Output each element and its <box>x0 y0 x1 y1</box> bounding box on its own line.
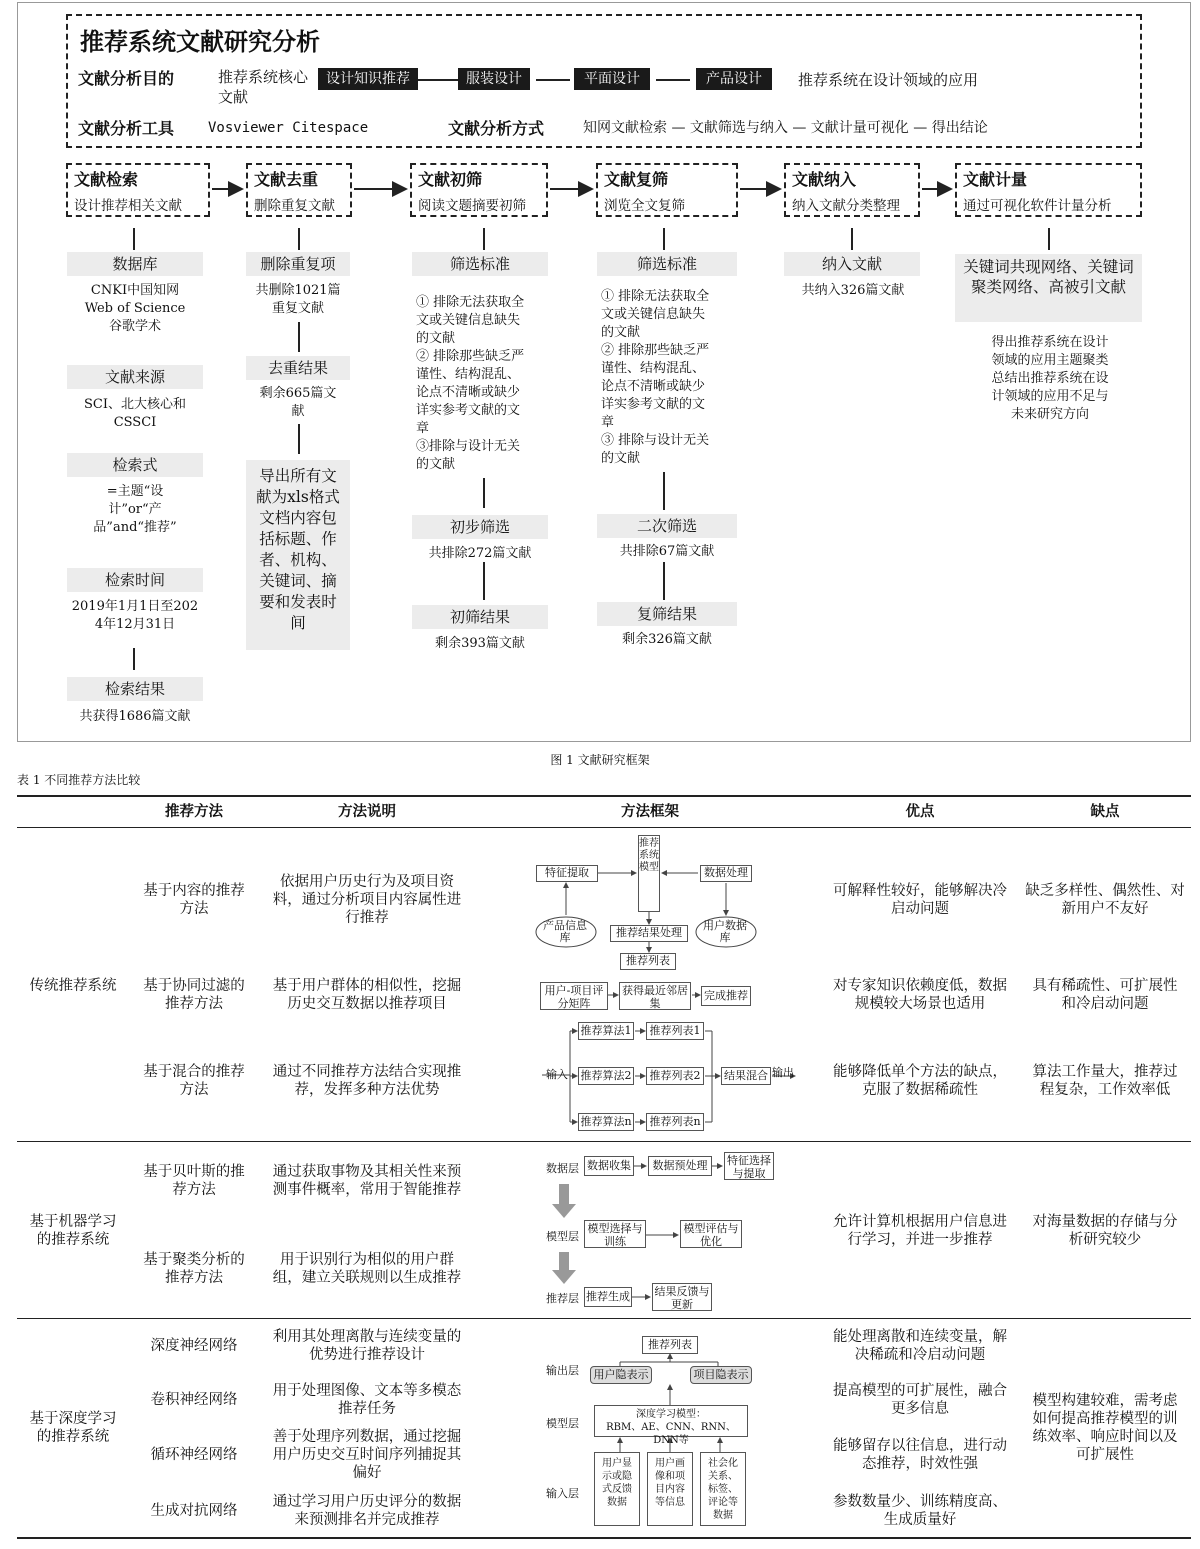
export-note: 导出所有文献为xls格式文档内容包括标题、作者、机构、关键词、摘要和发表时间 <box>246 460 350 650</box>
chain-2: 服装设计 <box>458 68 530 90</box>
table-row-pro: 提高模型的可扩展性，融合 更多信息 <box>833 1383 1007 1417</box>
table-row-method: 基于混合的推荐 方法 <box>143 1064 245 1098</box>
ml-pro: 允许计算机根据用户信息进 行学习，并进一步推荐 <box>833 1214 1007 1248</box>
th-framework: 方法框架 <box>621 803 679 820</box>
second-result-value: 剩余326篇文献 <box>622 632 712 647</box>
step-desc: 通过可视化软件计量分析 <box>963 198 1112 214</box>
crit1-value: ① 排除无法获取全 文或关键信息缺失 的文献 ② 排除那些缺乏严 谨性、结构混乱、 论点不清晰或缺少 详实参考文献的文 章 ③排除与设计无关 的文献 <box>416 295 525 472</box>
group-ml: 基于机器学习 的推荐系统 <box>29 1214 117 1248</box>
table-row-desc: 善于处理序列数据，通过挖掘 用户历史交互时间序列捕捉其 偏好 <box>272 1429 462 1481</box>
preprocess-box: 数据预处理 <box>648 1156 712 1176</box>
purpose-source: 推荐系统核心文献 <box>218 68 309 106</box>
table-row-pro: 可解释性较好，能够解决冷 启动问题 <box>833 883 1007 917</box>
src-value: SCI、北大核心和 CSSCI <box>84 397 186 430</box>
alg2-box: 推荐算法2 <box>578 1067 634 1085</box>
step-title: 文献检索 <box>74 170 139 189</box>
table-row-desc: 通过获取事物及其相关性来预 测事件概率，常用于智能推荐 <box>272 1164 462 1198</box>
feature-box: 特征选择与提取 <box>724 1152 774 1180</box>
crit2-value: ① 排除无法获取全 文或关键信息缺失 的文献 ② 排除那些缺乏严 谨性、结构混乱、 论点不清晰或缺少 详实参考文献的文 章 ③ 排除与设计无关 的文献 <box>601 289 710 466</box>
item-hidden-box: 项目隐表示 <box>690 1366 752 1384</box>
step-title: 文献复筛 <box>604 170 669 189</box>
table-row-method: 卷积神经网络 <box>150 1392 238 1408</box>
step-title: 文献纳入 <box>792 170 857 189</box>
chain-3: 平面设计 <box>574 68 650 90</box>
db-value: CNKI中国知网 Web of Science 谷歌学术 <box>84 283 186 334</box>
table-row-desc: 基于用户群体的相似性，挖掘 历史交互数据以推荐项目 <box>272 978 462 1012</box>
list1-box: 推荐列表1 <box>646 1022 704 1040</box>
time-value: 2019年1月1日至202 4年12月31日 <box>71 599 199 632</box>
algn-box: 推荐算法n <box>578 1113 634 1131</box>
model-box: 推荐系统模型 <box>638 835 660 912</box>
model-layer2-label: 模型层 <box>546 1417 579 1430</box>
group-dl: 基于深度学习 的推荐系统 <box>29 1411 117 1445</box>
table-row-pro: 能够降低单个方法的缺点， 克服了数据稀疏性 <box>833 1064 1007 1098</box>
src-label: 文献来源 <box>67 365 203 389</box>
data-layer-label: 数据层 <box>546 1162 579 1175</box>
method-value: 知网文献检索 — 文献筛选与纳入 — 文献计量可视化 — 得出结论 <box>583 120 988 136</box>
chain-1: 设计知识推荐 <box>318 68 418 90</box>
table-row-method: 基于协同过滤的 推荐方法 <box>143 978 245 1012</box>
output-label: 输出 <box>772 1066 794 1079</box>
figure-caption: 图 1 文献研究框架 <box>550 753 650 767</box>
user-db: 用户数据库 <box>703 919 747 944</box>
dup-value: 共删除1021篇 重复文献 <box>255 283 341 316</box>
second-result-label: 复筛结果 <box>597 602 737 626</box>
table-caption: 表 1 不同推荐方法比较 <box>17 773 141 787</box>
select-box: 模型选择与训练 <box>584 1220 646 1248</box>
alg1-box: 推荐算法1 <box>578 1022 634 1040</box>
table-row-con: 缺乏多样性、偶然性、对 新用户不友好 <box>1025 883 1185 917</box>
out-layer-label: 输出层 <box>546 1364 579 1377</box>
input-label: 输入 <box>546 1068 568 1081</box>
matrix-box: 用户-项目评分矩阵 <box>540 982 608 1010</box>
step-desc: 浏览全文复筛 <box>604 198 685 214</box>
th-desc: 方法说明 <box>338 803 396 820</box>
result-label: 检索结果 <box>67 677 203 701</box>
step-desc: 阅读文题摘要初筛 <box>418 198 526 214</box>
step-title: 文献初筛 <box>418 170 483 189</box>
table-row-method: 基于聚类分析的 推荐方法 <box>143 1252 245 1286</box>
collect-box: 数据收集 <box>584 1156 634 1176</box>
table-row-pro: 能够留存以往信息，进行动 态推荐，时效性强 <box>833 1438 1007 1472</box>
input3-box: 社会化关系、标签、评论等数据 <box>700 1452 746 1526</box>
time-label: 检索时间 <box>67 568 203 592</box>
tools-value: Vosviewer Citespace <box>208 120 369 136</box>
dedupe-result-value: 剩余665篇文 献 <box>259 386 337 419</box>
ml-con: 对海量数据的存储与分 析研究较少 <box>1032 1214 1178 1248</box>
table-row-method: 基于内容的推荐 方法 <box>143 883 245 917</box>
table-row-desc: 通过学习用户历史评分的数据 来预测排名并完成推荐 <box>272 1494 462 1528</box>
initial-result-value: 剩余393篇文献 <box>435 636 525 651</box>
purpose-label: 文献分析目的 <box>78 69 175 88</box>
method-label: 文献分析方式 <box>448 119 545 138</box>
product-db: 产品信息库 <box>543 919 587 944</box>
table-row-pro: 参数数量少、训练精度高、 生成质量好 <box>833 1494 1007 1528</box>
table-row-desc: 用于识别行为相似的用户群 组，建立关联规则以生成推荐 <box>272 1252 462 1286</box>
group-traditional: 传统推荐系统 <box>29 978 117 994</box>
include-value: 共纳入326篇文献 <box>801 283 905 298</box>
dl-model-box: 深度学习模型： RBM、AE、CNN、RNN、DNN等 <box>594 1405 748 1437</box>
table-row-desc: 用于处理图像、文本等多模态 推荐任务 <box>272 1383 462 1417</box>
step-desc: 纳入文献分类整理 <box>792 198 900 214</box>
query-value: =主题“设 计”or“产 品”and“推荐” <box>93 484 177 535</box>
chain-4: 产品设计 <box>696 68 772 90</box>
user-hidden-box: 用户隐表示 <box>590 1366 652 1384</box>
table-row-method: 基于贝叶斯的推 荐方法 <box>143 1164 245 1198</box>
crit1-label: 筛选标准 <box>412 252 548 276</box>
screen2-label: 二次筛选 <box>597 514 737 538</box>
step-desc: 删除重复文献 <box>254 198 335 214</box>
crit2-label: 筛选标准 <box>597 252 737 276</box>
in-layer-label: 输入层 <box>546 1487 579 1500</box>
initial-result-label: 初筛结果 <box>412 605 548 629</box>
step-title: 文献计量 <box>963 170 1028 189</box>
merge-box: 结果混合 <box>721 1067 771 1085</box>
table-row-desc: 利用其处理离散与连续变量的 优势进行推荐设计 <box>272 1329 462 1363</box>
dl-con: 模型构建较难，需考虑 如何提高推荐模型的训 练效率、响应时间以及 可扩展性 <box>1032 1393 1178 1463</box>
rec-layer-label: 推荐层 <box>546 1292 579 1305</box>
th-method: 推荐方法 <box>165 803 223 820</box>
screen1-label: 初步筛选 <box>412 515 548 539</box>
table-row-con: 具有稀疏性、可扩展性 和冷启动问题 <box>1032 978 1178 1012</box>
step-desc: 设计推荐相关文献 <box>74 198 182 214</box>
feature-extract-box: 特征提取 <box>536 865 598 882</box>
gen-box: 推荐生成 <box>584 1287 632 1307</box>
screen1-value: 共排除272篇文献 <box>428 546 532 561</box>
done-box: 完成推荐 <box>701 986 751 1006</box>
data-process-box: 数据处理 <box>700 865 752 882</box>
table-row-con: 算法工作量大，推荐过 程复杂，工作效率低 <box>1032 1064 1178 1098</box>
result-value: 共获得1686篇文献 <box>79 709 191 724</box>
query-label: 检索式 <box>67 453 203 477</box>
table-row-method: 深度神经网络 <box>150 1338 238 1354</box>
eval-box: 模型评估与优化 <box>680 1220 742 1248</box>
th-cons: 缺点 <box>1090 803 1120 820</box>
th-pros: 优点 <box>905 803 935 820</box>
table-row-desc: 依据用户历史行为及项目资 料，通过分析项目内容属性进 行推荐 <box>272 874 462 926</box>
input2-box: 用户画像和项目内容等信息 <box>647 1452 693 1526</box>
table-row-desc: 通过不同推荐方法结合实现推 荐，发挥多种方法优势 <box>272 1064 462 1098</box>
framework-title: 推荐系统文献研究分析 <box>80 27 320 56</box>
table-row-pro: 对专家知识依赖度低，数据 规模较大场景也适用 <box>833 978 1007 1012</box>
result-process-box: 推荐结果处理 <box>610 925 688 942</box>
rec-list-box: 推荐列表 <box>620 953 676 970</box>
dl-list-box: 推荐列表 <box>642 1336 698 1354</box>
step-title: 文献去重 <box>254 170 319 189</box>
include-label: 纳入文献 <box>784 252 920 276</box>
purpose-result: 推荐系统在设计领域的应用 <box>798 71 979 89</box>
model-layer-label: 模型层 <box>546 1230 579 1243</box>
screen2-value: 共排除67篇文献 <box>619 544 715 559</box>
conclusion: 得出推荐系统在设计 领域的应用主题聚类 总结出推荐系统在设 计领域的应用不足与 未来研究方向 <box>991 335 1109 422</box>
table-row-pro: 能处理离散和连续变量，解 决稀疏和冷启动问题 <box>833 1329 1007 1363</box>
input1-box: 用户显示或隐式反馈数据 <box>594 1452 640 1526</box>
feedback-box: 结果反馈与更新 <box>652 1283 712 1311</box>
keyword-box: 关键词共现网络、关键词聚类网络、高被引文献 <box>955 254 1142 322</box>
db-label: 数据库 <box>67 252 203 276</box>
table-row-method: 循环神经网络 <box>150 1447 238 1463</box>
table-row-method: 生成对抗网络 <box>150 1503 238 1519</box>
neighbor-box: 获得最近邻居集 <box>619 982 691 1010</box>
dup-label: 删除重复项 <box>246 252 350 276</box>
dedupe-result-label: 去重结果 <box>246 356 350 380</box>
tools-label: 文献分析工具 <box>78 119 175 138</box>
list2-box: 推荐列表2 <box>646 1067 704 1085</box>
listn-box: 推荐列表n <box>646 1113 704 1131</box>
